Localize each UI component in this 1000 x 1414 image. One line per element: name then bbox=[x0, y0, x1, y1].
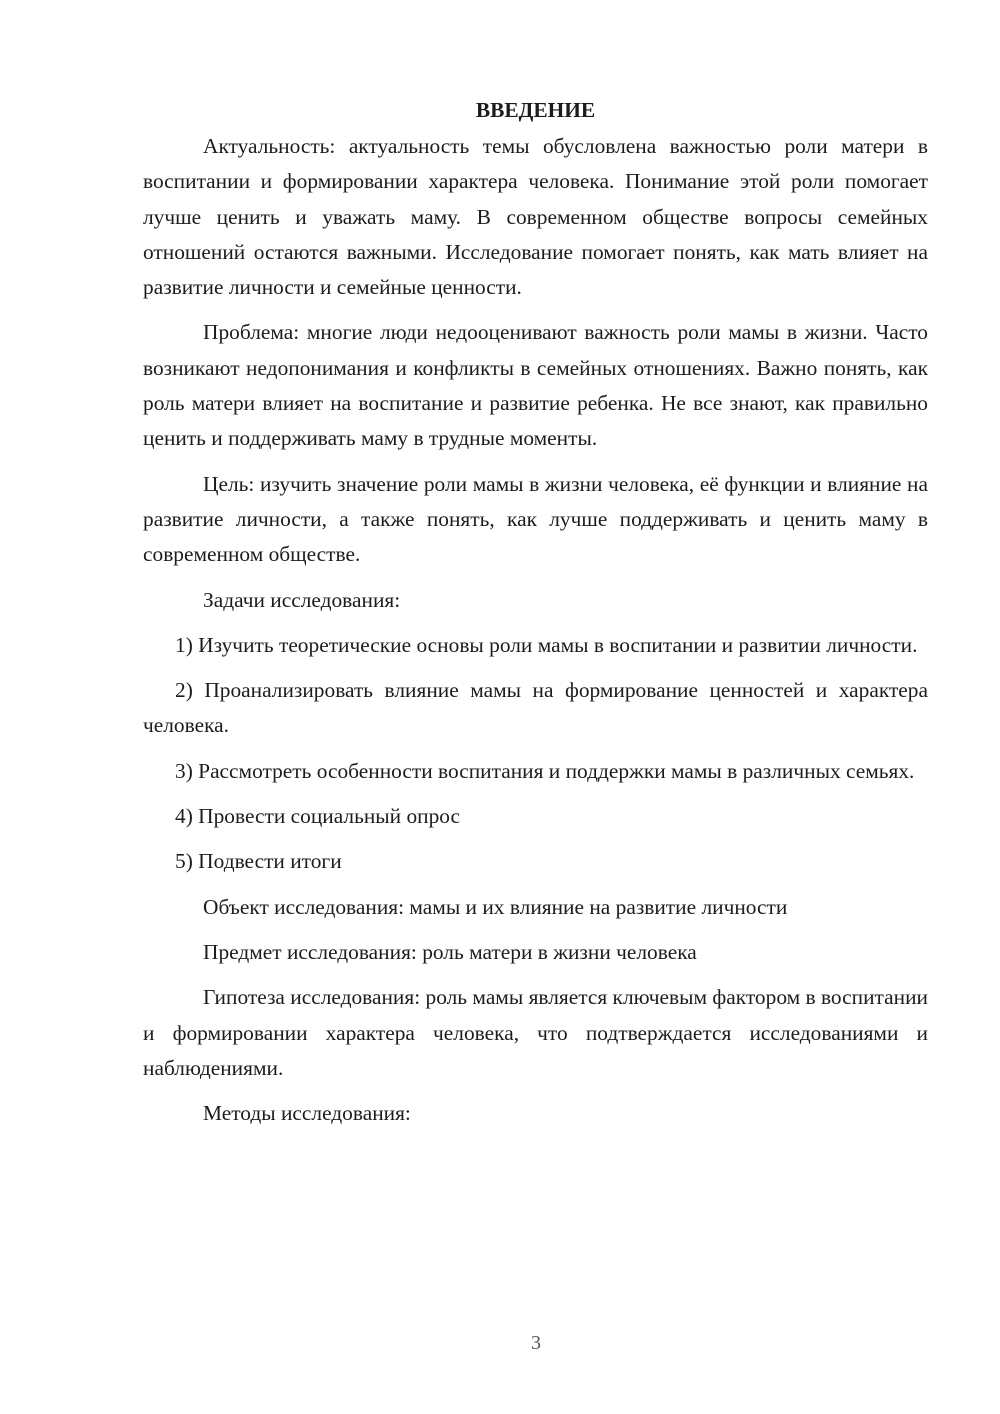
page-number: 3 bbox=[531, 1332, 541, 1354]
relevance-paragraph: Актуальность: актуальность темы обусловлена важностью роли матери в воспитании и формировании характера человека. Понимание этой роли помогает лучше ценить и уважать маму. В современном обществе вопросы семейных отношений остаются важными. Исследование помогает понять, как мать влияет на развитие личности и семейные ценности. bbox=[143, 134, 928, 300]
task-item-1: 1) Изучить теоретические основы роли мамы в воспитании и развитии личности. bbox=[175, 632, 918, 657]
task-item-4: 4) Провести социальный опрос bbox=[175, 804, 461, 829]
methods-heading: Методы исследования: bbox=[203, 1101, 411, 1126]
task-item-3: 3) Рассмотреть особенности воспитания и поддержки мамы в различных семьях. bbox=[175, 758, 915, 783]
subject-paragraph: Предмет исследования: роль матери в жизни человека bbox=[203, 939, 697, 964]
section-title: ВВЕДЕНИЕ bbox=[475, 98, 596, 122]
hypothesis-paragraph: Гипотеза исследования: роль мамы является ключевым фактором в воспитании и формировании характера человека, что подтверждается исследованиями и наблюдениями. bbox=[143, 985, 928, 1080]
document-page bbox=[143, 92, 928, 1141]
goal-paragraph: Цель: изучить значение роли мамы в жизни человека, её функции и влияние на развитие личности, а также понять, как лучше поддерживать и ценить маму в современном обществе. bbox=[143, 471, 928, 567]
problem-paragraph: Проблема: многие люди недооценивают важность роли мамы в жизни. Часто возникают недопонимания и конфликты в семейных отношениях. Важно понять, как роль матери влияет на воспитание и развитие ребенка. Не все знают, как правильно ценить и поддерживать маму в трудные моменты. bbox=[143, 320, 928, 451]
tasks-heading: Задачи исследования: bbox=[203, 587, 401, 612]
task-item-5: 5) Подвести итоги bbox=[175, 849, 342, 874]
object-paragraph: Объект исследования: мамы и их влияние на развитие личности bbox=[203, 894, 788, 919]
task-item-2: 2) Проанализировать влияние мамы на формирование ценностей и характера человека. bbox=[143, 678, 928, 738]
